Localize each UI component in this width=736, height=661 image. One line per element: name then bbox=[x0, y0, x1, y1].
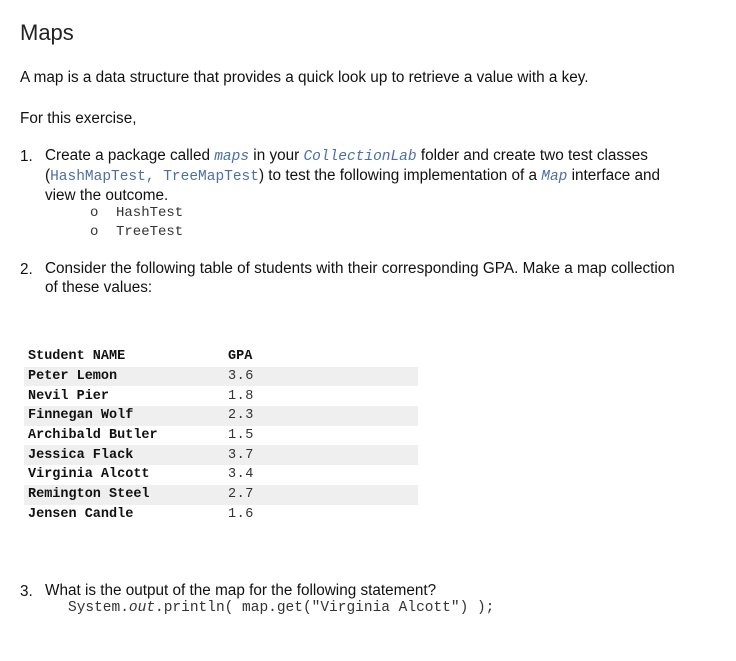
header-student-name: Student NAME bbox=[28, 349, 126, 365]
exercise-lead: For this exercise, bbox=[20, 110, 137, 127]
code-statement bbox=[68, 600, 494, 616]
code-comma: , bbox=[145, 169, 164, 185]
code-collection-lab: CollectionLab bbox=[303, 149, 417, 165]
table-row bbox=[24, 485, 418, 505]
q2-number: 2. bbox=[20, 261, 33, 278]
q2-line-1: Consider the following table of students with their corresponding GPA. Make a map collection bbox=[45, 260, 675, 277]
code-map: Map bbox=[541, 169, 568, 185]
student-gpa: 2.3 bbox=[224, 406, 418, 426]
students-table bbox=[24, 347, 418, 524]
subitem-treetest bbox=[90, 224, 183, 240]
q1-text: in your bbox=[249, 147, 304, 164]
q1-text: ( bbox=[45, 167, 51, 184]
table-row bbox=[24, 386, 418, 406]
student-name: Jensen Candle bbox=[28, 506, 134, 522]
code-treemaptest: TreeMapTest bbox=[163, 169, 259, 185]
student-name: Jessica Flack bbox=[24, 445, 224, 465]
student-gpa: 1.6 bbox=[228, 506, 254, 522]
code-hashmaptest: HashMapTest bbox=[50, 169, 146, 185]
student-gpa: 2.7 bbox=[224, 485, 418, 505]
q1-text: to test the following implementation of a bbox=[264, 167, 542, 184]
student-name: Finnegan Wolf bbox=[24, 406, 224, 426]
student-name: Remington Steel bbox=[24, 485, 224, 505]
subitem-hashtest bbox=[90, 205, 183, 221]
q1-line-1 bbox=[45, 146, 648, 167]
table-row bbox=[24, 465, 418, 485]
subitem-label: HashTest bbox=[116, 205, 184, 221]
page-title: Maps bbox=[20, 20, 74, 45]
q1-line-3: view the outcome. bbox=[45, 187, 169, 204]
stmt-part: System. bbox=[68, 600, 129, 616]
q1-number: 1. bbox=[20, 148, 33, 165]
header-gpa: GPA bbox=[228, 349, 253, 365]
student-gpa: 3.6 bbox=[224, 367, 418, 387]
student-name: Nevil Pier bbox=[28, 388, 110, 404]
student-name: Peter Lemon bbox=[24, 367, 224, 387]
student-gpa: 3.4 bbox=[228, 467, 254, 483]
subitem-label: TreeTest bbox=[116, 224, 184, 240]
student-name: Archibald Butler bbox=[28, 428, 158, 444]
table-header-row bbox=[24, 347, 418, 367]
q1-text: interface and bbox=[567, 167, 661, 184]
intro-paragraph: A map is a data structure that provides a quick look up to retrieve a value with a key. bbox=[20, 69, 589, 86]
bullet-icon: o bbox=[90, 224, 99, 240]
q3-line-1: What is the output of the map for the following statement? bbox=[45, 582, 437, 599]
q1-text: Create a package called bbox=[45, 147, 215, 164]
student-gpa: 3.7 bbox=[224, 445, 418, 465]
table-row bbox=[24, 445, 418, 465]
student-name: Virginia Alcott bbox=[28, 467, 150, 483]
table-row bbox=[24, 367, 418, 387]
q1-text: folder and create two test classes bbox=[416, 147, 648, 164]
q1-line-2 bbox=[45, 166, 660, 187]
table-row bbox=[24, 426, 418, 446]
student-gpa: 1.5 bbox=[228, 428, 254, 444]
table-row bbox=[24, 406, 418, 426]
q2-line-2: of these values: bbox=[45, 279, 153, 296]
q1-text: ) bbox=[258, 167, 265, 184]
table-row bbox=[24, 505, 418, 525]
stmt-out: out bbox=[128, 600, 156, 616]
bullet-icon: o bbox=[90, 205, 99, 221]
q3-number: 3. bbox=[20, 583, 33, 600]
student-gpa: 1.8 bbox=[228, 388, 254, 404]
stmt-part: .println( map.get("Virginia Alcott") ); bbox=[155, 600, 495, 616]
code-maps: maps bbox=[214, 149, 250, 165]
